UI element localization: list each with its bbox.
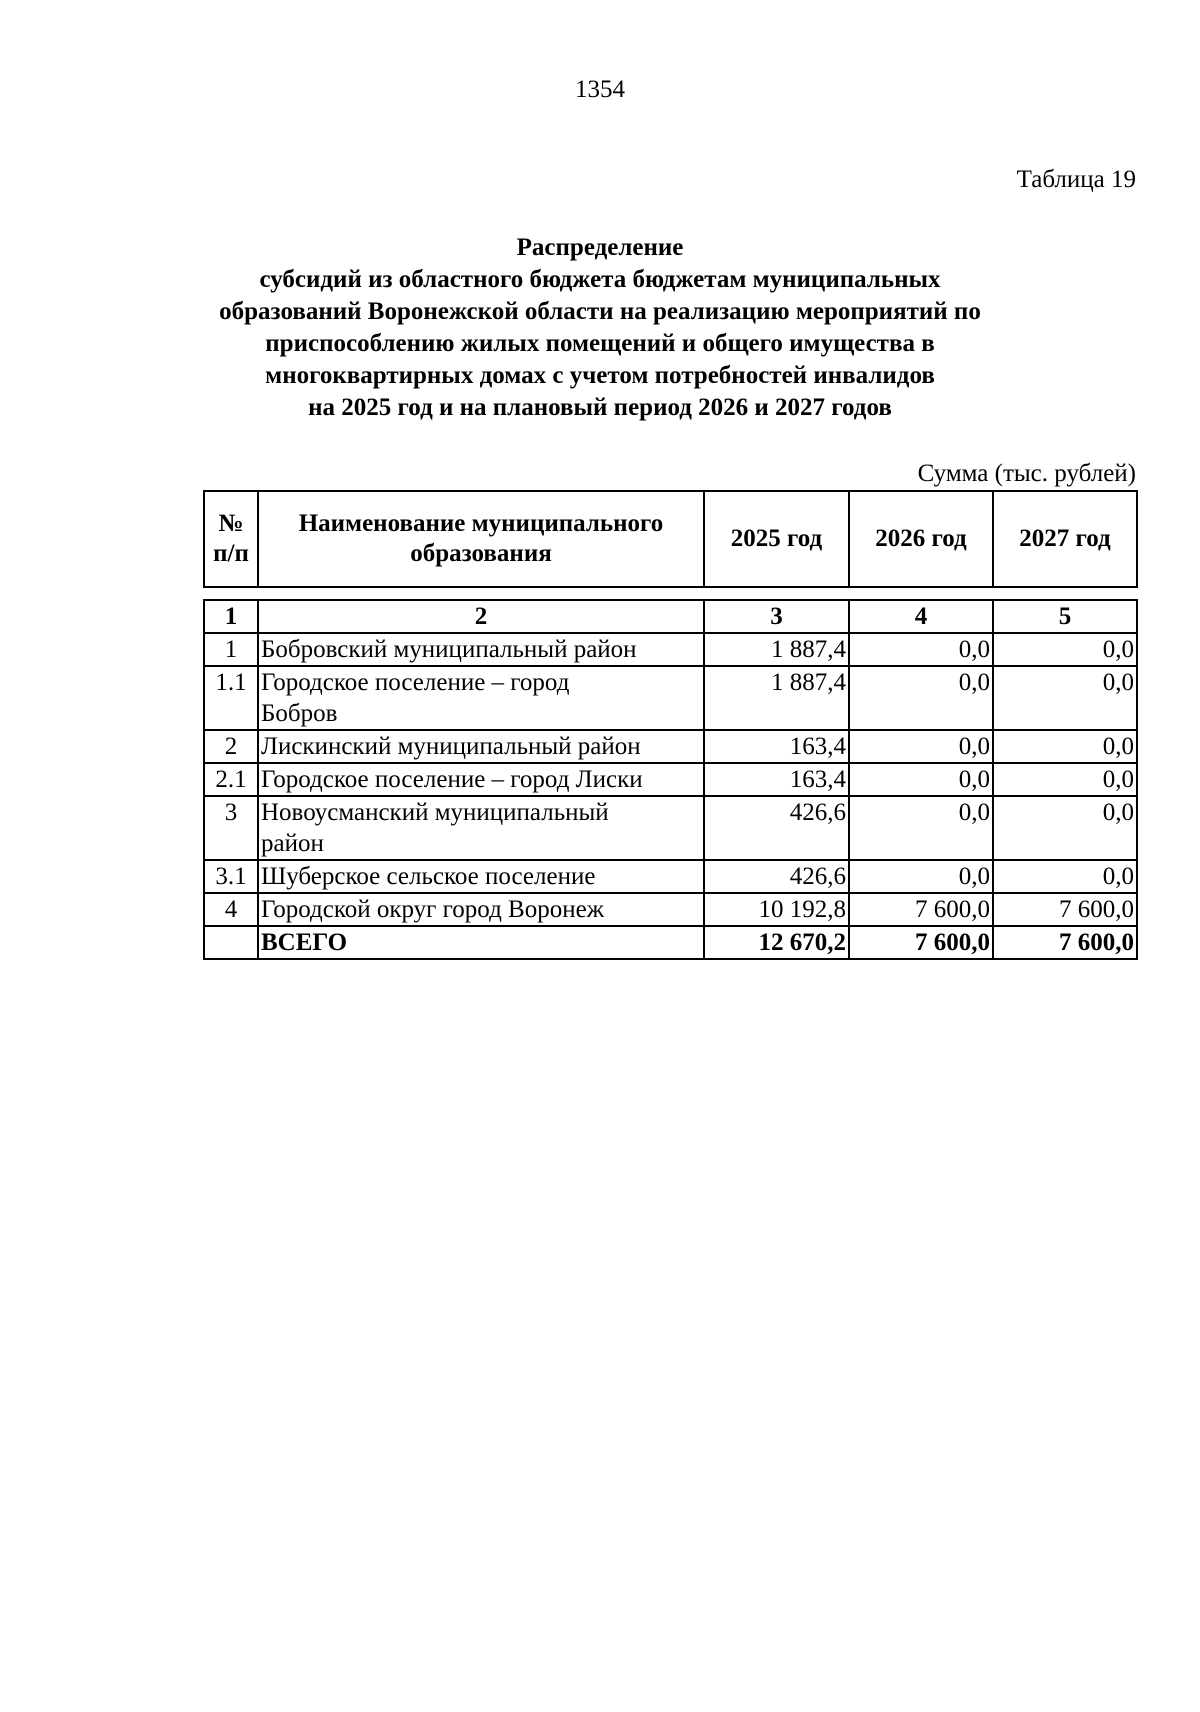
column-number: 3 [704, 600, 849, 633]
title-line: на 2025 год и на плановый период 2026 и 2027 годов [308, 394, 892, 421]
document-title [150, 232, 1050, 424]
row-name [258, 730, 704, 763]
table-header [203, 490, 1138, 588]
value-2025: 10 192,8 [704, 893, 849, 926]
value-2025: 163,4 [704, 730, 849, 763]
row-name-line: Новоусманский муниципальный [261, 799, 609, 826]
title-line: многоквартирных домах с учетом потребностей инвалидов [265, 362, 935, 389]
row-name [258, 666, 704, 730]
value-2027: 0,0 [993, 666, 1137, 730]
value-2027: 7 600,0 [993, 893, 1137, 926]
row-name-line: Городское поселение – город Лиски [261, 766, 643, 793]
row-name-line: Бобров [261, 700, 338, 727]
title-line: субсидий из областного бюджета бюджетам муниципальных [259, 266, 941, 293]
table-row [204, 893, 1137, 926]
data-table [203, 599, 1138, 960]
column-number: 4 [849, 600, 993, 633]
header-index [204, 491, 258, 587]
header-index-line: № [218, 510, 244, 537]
header-row [204, 491, 1137, 587]
page-number: 1354 [575, 76, 625, 103]
header-name [258, 491, 704, 587]
row-index: 2.1 [204, 763, 258, 796]
total-2026: 7 600,0 [849, 926, 993, 959]
total-index [204, 926, 258, 959]
table-row [204, 666, 1137, 730]
value-2025: 1 887,4 [704, 666, 849, 730]
value-2026: 0,0 [849, 796, 993, 860]
value-2027: 0,0 [993, 796, 1137, 860]
row-name [258, 763, 704, 796]
header-index-line: п/п [213, 540, 249, 567]
value-2026: 0,0 [849, 666, 993, 730]
value-2027: 0,0 [993, 763, 1137, 796]
title-line: приспособлению жилых помещений и общего имущества в [265, 330, 935, 357]
row-name [258, 893, 704, 926]
row-index: 1 [204, 633, 258, 666]
title-line: Распределение [516, 234, 684, 261]
row-index: 3 [204, 796, 258, 860]
units-label: Сумма (тыс. рублей) [917, 460, 1136, 487]
total-label: ВСЕГО [258, 926, 704, 959]
row-index: 4 [204, 893, 258, 926]
value-2026: 7 600,0 [849, 893, 993, 926]
header-name-line: Наименование муниципального [298, 510, 664, 537]
row-name [258, 860, 704, 893]
header-2027: 2027 год [993, 491, 1137, 587]
header-2026: 2026 год [849, 491, 993, 587]
column-number-row [204, 600, 1137, 633]
row-name-line: Лискинский муниципальный район [261, 733, 641, 760]
header-name-line: образования [410, 540, 552, 567]
value-2026: 0,0 [849, 763, 993, 796]
value-2025: 163,4 [704, 763, 849, 796]
row-name [258, 796, 704, 860]
value-2025: 426,6 [704, 860, 849, 893]
title-line: образований Воронежской области на реализацию мероприятий по [219, 298, 981, 325]
value-2026: 0,0 [849, 860, 993, 893]
total-row [204, 926, 1137, 959]
column-number: 2 [258, 600, 704, 633]
row-name-line: Городское поселение – город [261, 669, 570, 696]
row-index: 3.1 [204, 860, 258, 893]
table-row [204, 796, 1137, 860]
row-name-line: район [261, 830, 324, 857]
value-2026: 0,0 [849, 730, 993, 763]
table-row [204, 633, 1137, 666]
column-number: 5 [993, 600, 1137, 633]
header-2025: 2025 год [704, 491, 849, 587]
row-index: 2 [204, 730, 258, 763]
value-2027: 0,0 [993, 633, 1137, 666]
value-2025: 1 887,4 [704, 633, 849, 666]
value-2026: 0,0 [849, 633, 993, 666]
table-row [204, 860, 1137, 893]
row-name-line: Шуберское сельское поселение [261, 863, 596, 890]
value-2027: 0,0 [993, 730, 1137, 763]
table-row [204, 763, 1137, 796]
total-2025: 12 670,2 [704, 926, 849, 959]
row-index: 1.1 [204, 666, 258, 730]
row-name [258, 633, 704, 666]
row-name-line: Городской округ город Воронеж [261, 896, 604, 923]
column-number: 1 [204, 600, 258, 633]
table-row [204, 730, 1137, 763]
row-name-line: Бобровский муниципальный район [261, 636, 637, 663]
value-2027: 0,0 [993, 860, 1137, 893]
total-2027: 7 600,0 [993, 926, 1137, 959]
table-label: Таблица 19 [1016, 166, 1136, 193]
value-2025: 426,6 [704, 796, 849, 860]
